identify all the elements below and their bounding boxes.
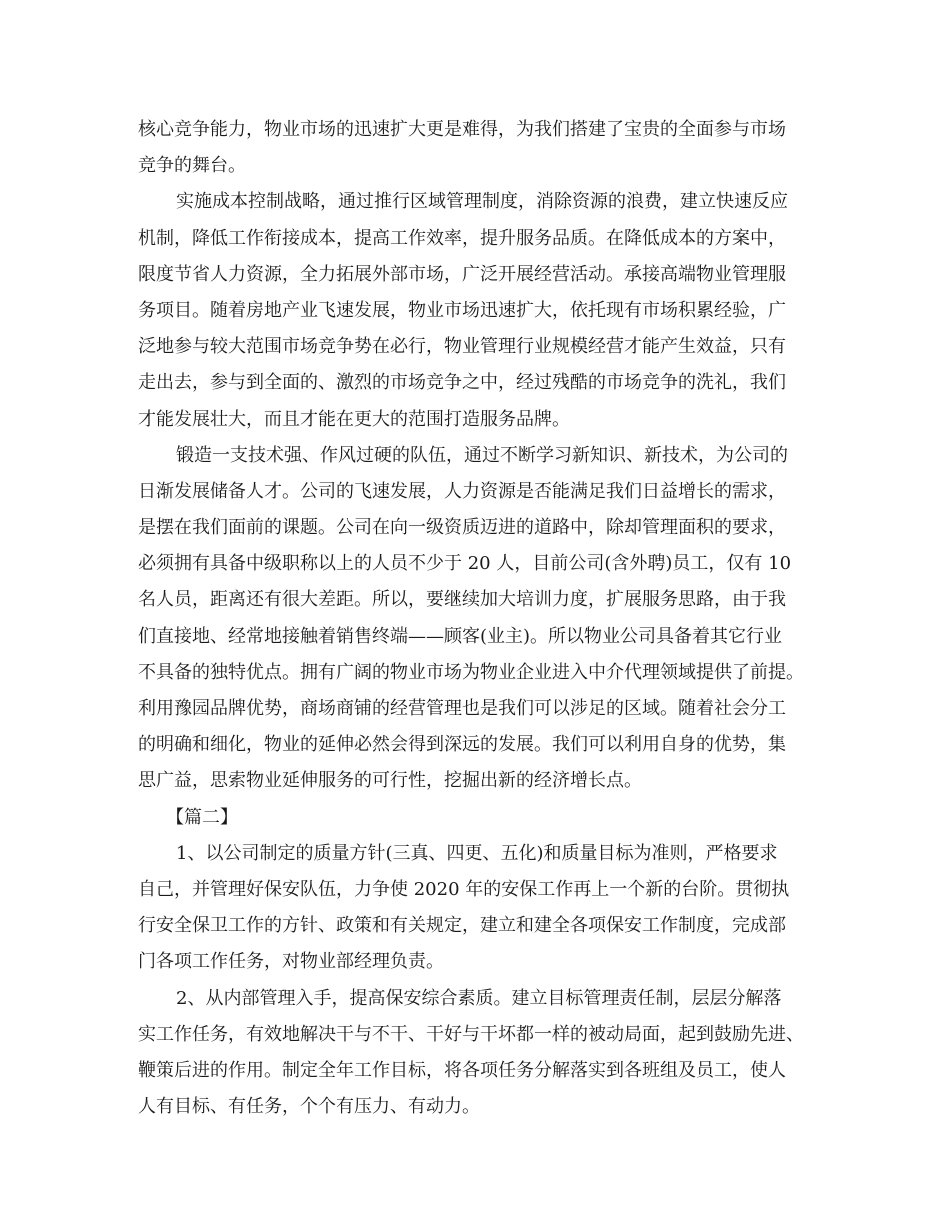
text-line: 们直接地、经常地接触着销售终端——顾客(业主)。所以物业公司具备着其它行业	[138, 625, 783, 647]
text-line: 自己，并管理好保安队伍，力争使 2020 年的安保工作再上一个新的台阶。贯彻执	[138, 878, 790, 900]
text-line: 名人员，距离还有很大差距。所以，要继续加大培训力度，扩展服务思路，由于我	[138, 589, 786, 611]
text-line: 走出去，参与到全面的、激烈的市场竞争之中，经过残酷的市场竞争的洗礼，我们	[138, 372, 786, 394]
text-line: 务项目。随着房地产业飞速发展，物业市场迅速扩大，依托现有市场积累经验，广	[138, 299, 786, 321]
text-line: 是摆在我们面前的课题。公司在向一级资质迈进的道路中，除却管理面积的要求，	[138, 517, 786, 539]
text-line: 日渐发展储备人才。公司的飞速发展，人力资源是否能满足我们日益增长的需求，	[138, 480, 786, 502]
text-line: 机制，降低工作衔接成本，提高工作效率，提升服务品质。在降低成本的方案中，	[138, 227, 786, 249]
text-line: 行安全保卫工作的方针、政策和有关规定，建立和建全各项保安工作制度，完成部	[138, 915, 786, 937]
text-line: 利用豫园品牌优势，商场商铺的经营管理也是我们可以涉足的区域。随着社会分工	[138, 698, 786, 719]
paragraph-start-line: 实施成本控制战略，通过推行区域管理制度，消除资源的浪费，建立快速反应	[176, 191, 788, 213]
text-line: 实工作任务，有效地解决干与不干、干好与干坏都一样的被动局面，起到鼓励先进、	[138, 1023, 804, 1045]
text-line: 必须拥有具备中级职称以上的人员不少于 20 人，目前公司(含外聘)员工，仅有 10	[138, 553, 792, 575]
section-heading: 【篇二】	[166, 806, 238, 828]
text-line: 思广益，思索物业延伸服务的可行性，挖掘出新的经济增长点。	[138, 770, 642, 792]
text-line: 才能发展壮大，而且才能在更大的范围打造服务品牌。	[138, 408, 570, 430]
text-line: 核心竞争能力，物业市场的迅速扩大更是难得，为我们搭建了宝贵的全面参与市场	[138, 119, 786, 140]
text-line: 门各项工作任务，对物业部经理负责。	[138, 951, 444, 973]
text-line: 泛地参与较大范围市场竞争势在必行，物业管理行业规模经营才能产生效益，只有	[138, 336, 786, 358]
text-line: 人有目标、有任务，个个有压力、有动力。	[138, 1096, 480, 1118]
text-line: 不具备的独特优点。拥有广阔的物业市场为物业企业进入中介代理领域提供了前提。	[138, 661, 804, 683]
text-line: 鞭策后进的作用。制定全年工作目标，将各项任务分解落实到各班组及员工，使人	[138, 1059, 786, 1081]
paragraph-start-line: 2、从内部管理入手，提高保安综合素质。建立目标管理责任制，层层分解落	[176, 987, 782, 1009]
paragraph-start-line: 锻造一支技术强、作风过硬的队伍，通过不断学习新知识、新技术，为公司的	[176, 444, 788, 466]
text-line: 的明确和细化，物业的延伸必然会得到深远的发展。我们可以利用自身的优势，集	[138, 734, 786, 756]
document-body	[138, 112, 838, 1125]
paragraph-start-line: 1、以公司制定的质量方针(三真、四更、五化)和质量目标为准则，严格要求	[176, 842, 778, 864]
text-line: 竞争的舞台。	[138, 155, 246, 177]
text-line: 限度节省人力资源，全力拓展外部市场，广泛开展经营活动。承接高端物业管理服	[138, 263, 786, 285]
